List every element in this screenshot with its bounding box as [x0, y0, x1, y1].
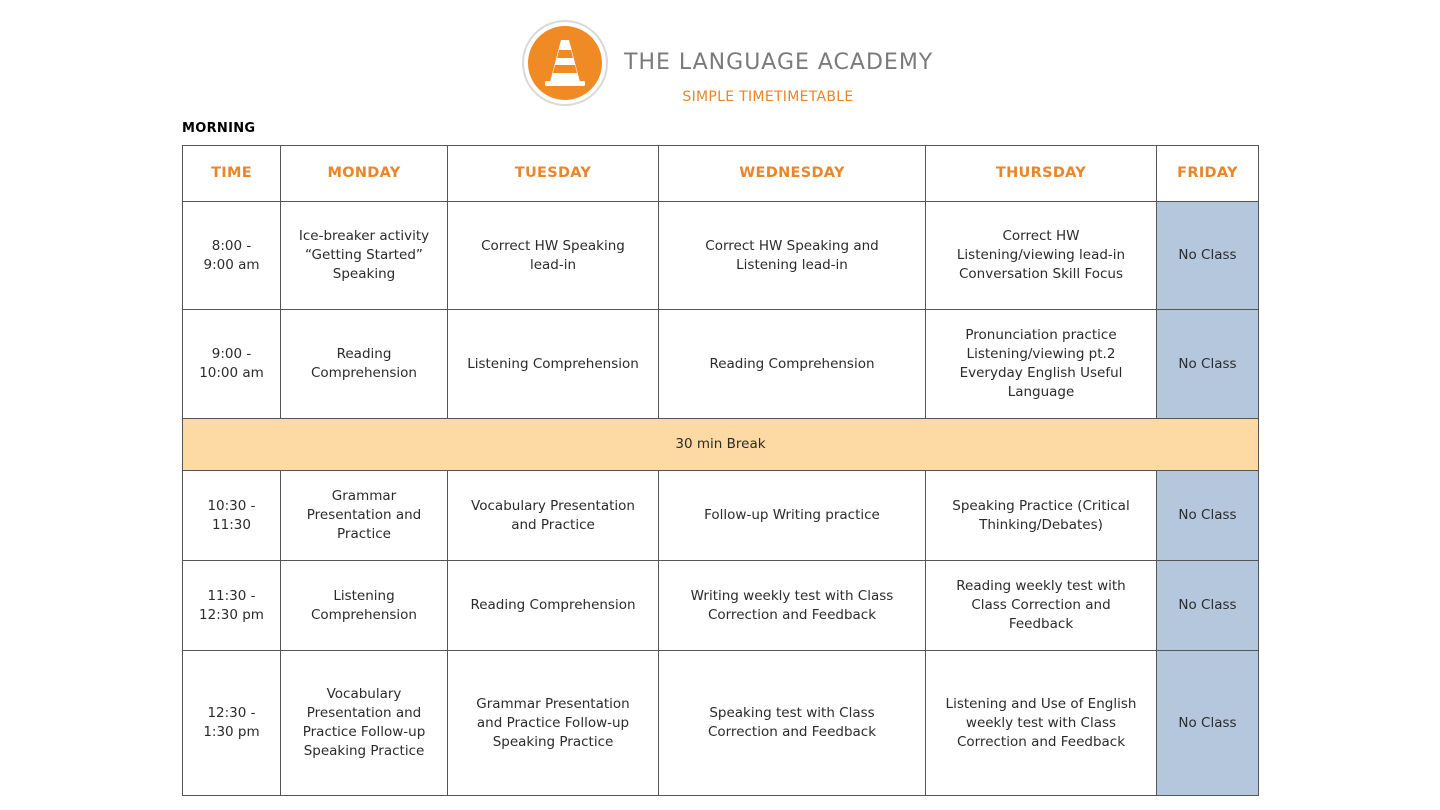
friday-cell: No Class	[1157, 651, 1259, 796]
academy-title: THE LANGUAGE ACADEMY	[624, 50, 934, 75]
time-cell: 11:30 - 12:30 pm	[183, 561, 281, 651]
table-row	[183, 561, 1259, 651]
time-cell: 10:30 - 11:30	[183, 471, 281, 561]
timetable-subtitle: SIMPLE TIMETIMETABLE	[682, 89, 854, 105]
header-monday: MONDAY	[281, 146, 448, 202]
table-row	[183, 310, 1259, 419]
table-row	[183, 651, 1259, 796]
header-time: TIME	[183, 146, 281, 202]
wednesday-cell: Reading Comprehension	[659, 310, 926, 419]
header-thursday: THURSDAY	[926, 146, 1157, 202]
break-row	[183, 419, 1259, 471]
header-wednesday: WEDNESDAY	[659, 146, 926, 202]
table-row	[183, 471, 1259, 561]
tuesday-cell: Reading Comprehension	[448, 561, 659, 651]
time-cell: 8:00 - 9:00 am	[183, 202, 281, 310]
header-friday: FRIDAY	[1157, 146, 1259, 202]
timetable	[182, 145, 1259, 796]
thursday-cell: Listening and Use of English weekly test with Class Correction and Feedback	[926, 651, 1157, 796]
monday-cell: Grammar Presentation and Practice	[281, 471, 448, 561]
header-row	[183, 146, 1259, 202]
thursday-cell: Speaking Practice (Critical Thinking/Debates)	[926, 471, 1157, 561]
tuesday-cell: Grammar Presentation and Practice Follow-up Speaking Practice	[448, 651, 659, 796]
section-label-morning: MORNING	[182, 121, 256, 136]
header-tuesday: TUESDAY	[448, 146, 659, 202]
friday-cell: No Class	[1157, 561, 1259, 651]
monday-cell: Listening Comprehension	[281, 561, 448, 651]
thursday-cell: Reading weekly test with Class Correction and Feedback	[926, 561, 1157, 651]
friday-cell: No Class	[1157, 471, 1259, 561]
break-cell: 30 min Break	[183, 419, 1259, 471]
tuesday-cell: Correct HW Speaking lead-in	[448, 202, 659, 310]
thursday-cell: Pronunciation practice Listening/viewing pt.2 Everyday English Useful Language	[926, 310, 1157, 419]
monday-cell: Vocabulary Presentation and Practice Follow-up Speaking Practice	[281, 651, 448, 796]
friday-cell: No Class	[1157, 202, 1259, 310]
wednesday-cell: Correct HW Speaking and Listening lead-in	[659, 202, 926, 310]
monday-cell: Ice-breaker activity “Getting Started” Speaking	[281, 202, 448, 310]
tuesday-cell: Listening Comprehension	[448, 310, 659, 419]
wednesday-cell: Writing weekly test with Class Correction and Feedback	[659, 561, 926, 651]
wednesday-cell: Follow-up Writing practice	[659, 471, 926, 561]
friday-cell: No Class	[1157, 310, 1259, 419]
thursday-cell: Correct HW Listening/viewing lead-in Conversation Skill Focus	[926, 202, 1157, 310]
wednesday-cell: Speaking test with Class Correction and Feedback	[659, 651, 926, 796]
monday-cell: Reading Comprehension	[281, 310, 448, 419]
time-cell: 9:00 - 10:00 am	[183, 310, 281, 419]
page-header	[0, 0, 1440, 120]
table-row	[183, 202, 1259, 310]
tuesday-cell: Vocabulary Presentation and Practice	[448, 471, 659, 561]
time-cell: 12:30 - 1:30 pm	[183, 651, 281, 796]
